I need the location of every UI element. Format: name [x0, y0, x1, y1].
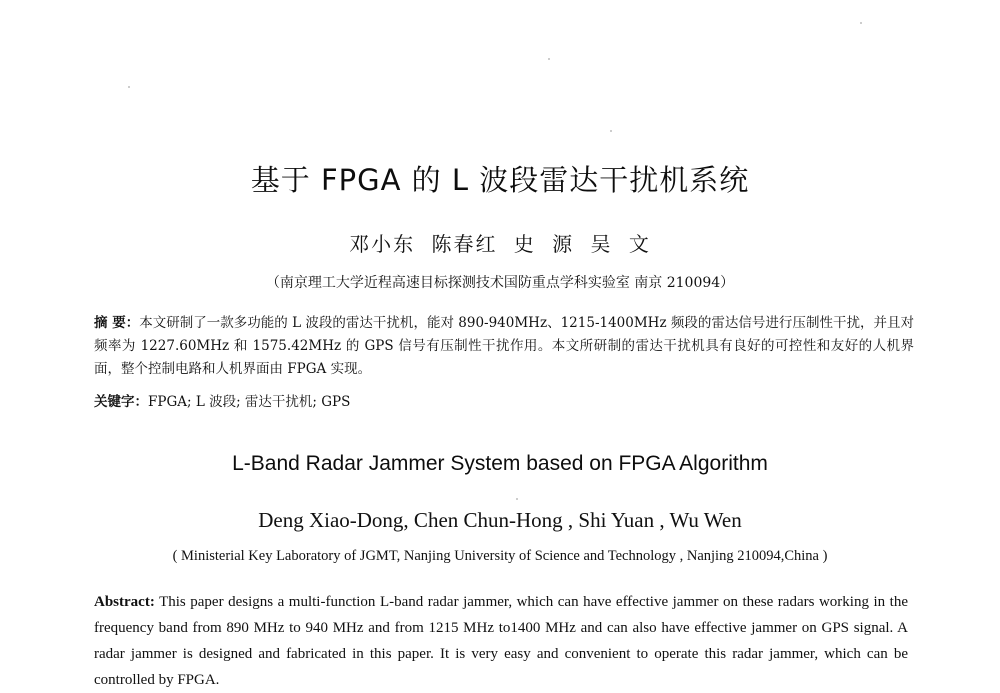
english-abstract-label: Abstract: [94, 594, 155, 610]
scan-speck [128, 86, 130, 88]
english-affiliation: ( Ministerial Key Laboratory of JGMT, Nanjing University of Science and Technology , Nanjing 210094,China ) [172, 548, 828, 564]
chinese-abstract [94, 312, 914, 381]
chinese-abstract-text: 本文研制了一款多功能的 L 波段的雷达干扰机，能对 890-940MHz、1215-1400MHz 频段的雷达信号进行压制性干扰，并且对频率为 1227.60MHz 和 1575.42MHz 的 GPS 信号有压制性干扰作用。本文所研制的雷达干扰机具有良好的可控性和友好的人机界面，整个控制电路和人机界面由 FPGA 实现。 [94, 315, 914, 377]
chinese-affiliation: （南京理工大学近程高速目标探测技术国防重点学科实验室 南京 210094） [265, 275, 735, 291]
chinese-title: 基于 FPGA 的 L 波段雷达干扰机系统 [250, 163, 750, 197]
english-abstract [94, 589, 908, 693]
scan-speck [548, 58, 550, 60]
chinese-abstract-label: 摘 要： [94, 315, 140, 331]
scan-speck [610, 130, 612, 132]
english-abstract-text: This paper designs a multi-function L-band radar jammer, which can have effective jammer on these radars working in the frequency band from 890 MHz to 940 MHz and from 1215 MHz to1400 MHz and can also have effective jammer on GPS signal. A radar jammer is designed and fabricated in this paper. It is very easy and convenient to operate this radar jammer, which can be controlled by FPGA. [94, 594, 908, 688]
scan-speck [516, 498, 518, 500]
english-authors: Deng Xiao-Dong, Chen Chun-Hong , Shi Yuan , Wu Wen [258, 508, 742, 532]
chinese-keywords-text: FPGA; L 波段; 雷达干扰机; GPS [148, 394, 351, 410]
chinese-keywords [94, 391, 914, 414]
english-title: L-Band Radar Jammer System based on FPGA Algorithm [232, 452, 768, 475]
chinese-keywords-label: 关键字： [94, 394, 148, 410]
chinese-authors: 邓小东 陈春红 史 源 吴 文 [349, 232, 651, 256]
scan-speck [860, 22, 862, 24]
